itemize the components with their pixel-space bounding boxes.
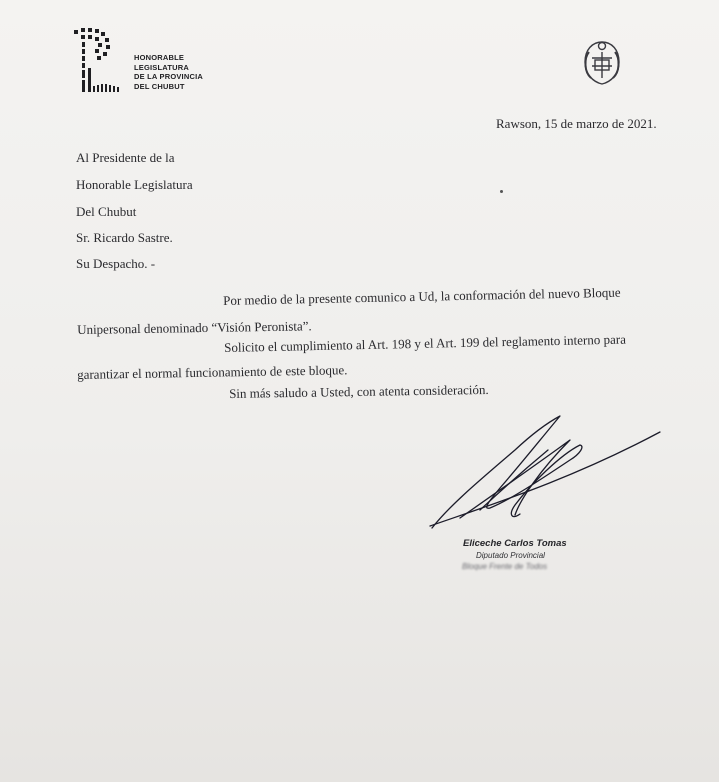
handwritten-signature — [420, 410, 680, 540]
body-paragraph-line: garantizar el normal funcionamiento de este bloque. — [77, 362, 348, 382]
provincial-seal-icon — [580, 38, 624, 86]
institution-line: DE LA PROVINCIA — [134, 72, 203, 82]
recipient-line: Del Chubut — [76, 204, 137, 219]
body-paragraph-line: Por medio de la presente comunico a Ud, la conformación del nuevo Bloque — [223, 284, 621, 308]
institution-line: LEGISLATURA — [134, 62, 189, 72]
signatory-role: Diputado Provincial — [476, 551, 545, 560]
institution-line: HONORABLE — [134, 53, 185, 62]
letter-date: Rawson, 15 de marzo de 2021. — [496, 116, 657, 131]
recipient-line: Su Despacho. - — [76, 256, 156, 271]
signatory-bloc-stamp: Bloque Frente de Todos — [462, 562, 548, 571]
institution-line: DEL CHUBUT — [134, 81, 185, 91]
recipient-line: Sr. Ricardo Sastre. — [76, 230, 173, 245]
body-paragraph-line: Unipersonal denominado “Visión Peronista”. — [77, 318, 312, 337]
recipient-line: Honorable Legislatura — [76, 177, 193, 192]
recipient-line: Al Presidente de la — [76, 150, 175, 165]
institution-name — [134, 53, 203, 91]
body-paragraph-line: Solicito el cumplimiento al Art. 198 y el Art. 199 del reglamento interno para — [224, 331, 627, 355]
paper-speck — [500, 190, 503, 193]
closing-line: Sin más saludo a Usted, con atenta consideración. — [229, 381, 489, 401]
signatory-name: Eliceche Carlos Tomas — [463, 538, 567, 549]
